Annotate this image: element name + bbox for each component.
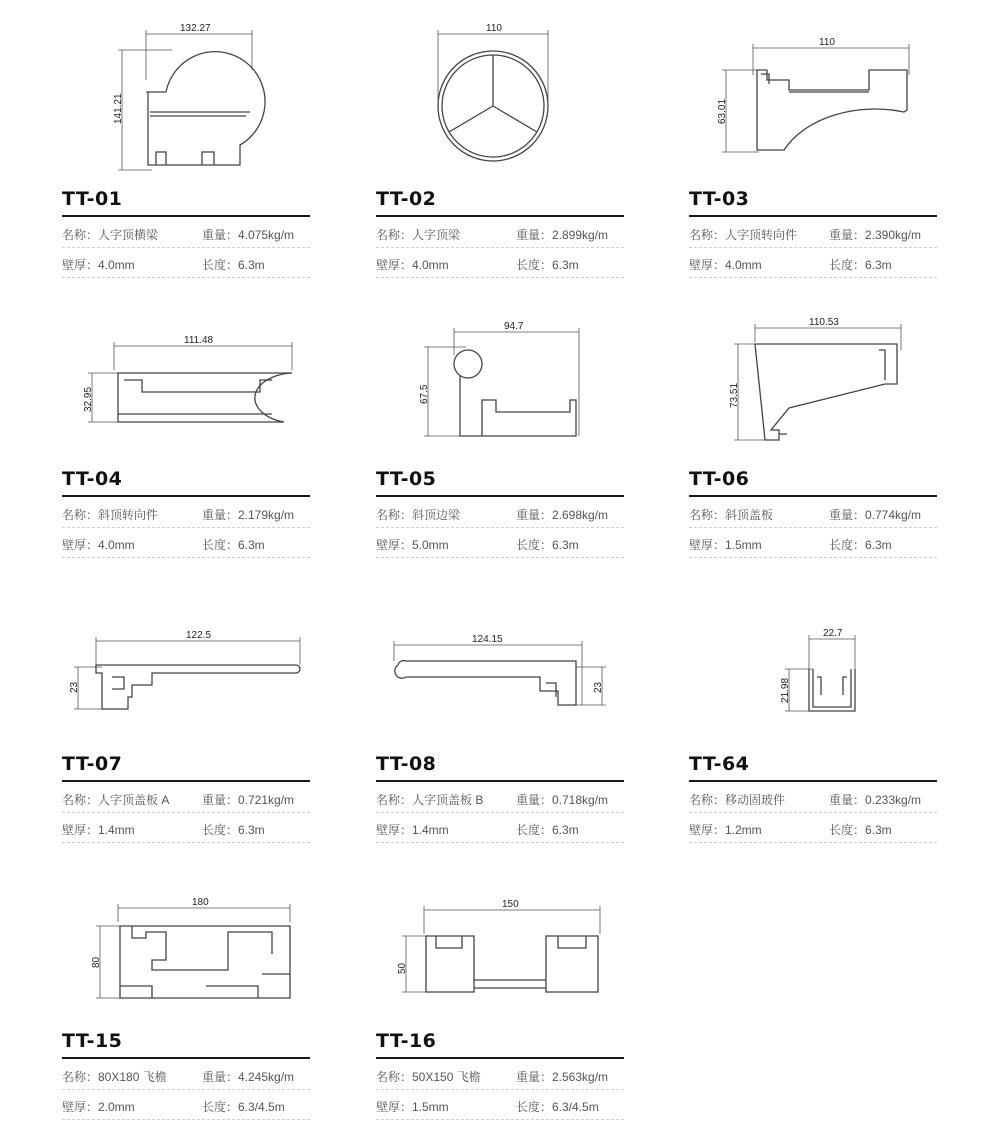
name-label: 名称：80X180 飞檐 [62, 1070, 167, 1084]
spec-row [689, 528, 937, 558]
dim-label: 67.5 [419, 384, 430, 404]
spec-row [376, 1090, 624, 1120]
thickness-label: 壁厚：4.0mm [62, 538, 135, 552]
weight-label: 重量：0.774kg/m [829, 508, 922, 522]
dim-label: 111.48 [184, 335, 214, 346]
product-code: TT-01 [62, 188, 123, 210]
spec-row [689, 248, 937, 278]
product-card-tt-01 [62, 20, 310, 282]
divider [62, 215, 310, 217]
product-code: TT-15 [62, 1030, 123, 1052]
spec-row [62, 813, 310, 843]
product-card-tt-03 [689, 20, 937, 282]
dim-label: 124.15 [472, 634, 503, 645]
length-label: 长度：6.3m [829, 258, 892, 272]
profile-drawing-tt-01 [62, 20, 310, 180]
profile-drawing-tt-16 [376, 862, 624, 1022]
thickness-label: 壁厚：4.0mm [376, 258, 449, 272]
thickness-label: 壁厚：1.4mm [62, 823, 135, 837]
spec-row [376, 218, 624, 248]
length-label: 长度：6.3m [516, 258, 579, 272]
length-label: 长度：6.3m [829, 538, 892, 552]
dim-label: 32.95 [83, 386, 94, 412]
weight-label: 重量：2.698kg/m [516, 508, 609, 522]
length-label: 长度：6.3/4.5m [516, 1100, 599, 1114]
dim-label: 122.5 [186, 630, 212, 641]
dim-label: 23 [593, 681, 604, 693]
product-card-tt-08 [376, 585, 624, 847]
length-label: 长度：6.3/4.5m [202, 1100, 285, 1114]
thickness-label: 壁厚：2.0mm [62, 1100, 135, 1114]
profile-drawing-tt-05 [376, 300, 624, 460]
divider [62, 495, 310, 497]
length-label: 长度：6.3m [829, 823, 892, 837]
dim-label: 110.53 [809, 317, 839, 328]
thickness-label: 壁厚：4.0mm [62, 258, 135, 272]
spec-row [689, 813, 937, 843]
name-label: 名称：人字顶梁 [376, 228, 461, 242]
spec-row [62, 783, 310, 813]
weight-label: 重量：2.563kg/m [516, 1070, 609, 1084]
length-label: 长度：6.3m [202, 823, 265, 837]
dim-label: 180 [192, 897, 209, 908]
product-card-tt-64 [689, 585, 937, 847]
name-label: 名称：50X150 飞檐 [376, 1070, 481, 1084]
spec-row [62, 218, 310, 248]
profile-drawing-tt-15 [62, 862, 310, 1022]
dim-label: 150 [502, 899, 519, 910]
spec-row [689, 783, 937, 813]
divider [376, 780, 624, 782]
name-label: 名称：人字顶盖板 A [62, 793, 170, 807]
product-card-tt-06 [689, 300, 937, 562]
thickness-label: 壁厚：5.0mm [376, 538, 449, 552]
name-label: 名称：移动固玻件 [689, 793, 786, 807]
name-label: 名称：斜顶边梁 [376, 508, 461, 522]
product-card-tt-02 [376, 20, 624, 282]
name-label: 名称：人字顶横梁 [62, 228, 159, 242]
thickness-label: 壁厚：4.0mm [689, 258, 762, 272]
divider [62, 780, 310, 782]
length-label: 长度：6.3m [202, 538, 265, 552]
divider [689, 495, 937, 497]
product-card-tt-04 [62, 300, 310, 562]
divider [62, 1057, 310, 1059]
profile-drawing-tt-07 [62, 585, 310, 745]
weight-label: 重量：4.075kg/m [202, 228, 295, 242]
divider [376, 495, 624, 497]
dim-label: 23 [69, 681, 80, 693]
product-card-tt-15 [62, 862, 310, 1124]
product-code: TT-64 [689, 753, 750, 775]
length-label: 长度：6.3m [202, 258, 265, 272]
dim-label: 63.01 [717, 98, 728, 124]
product-code: TT-04 [62, 468, 123, 490]
product-code: TT-03 [689, 188, 750, 210]
dim-label: 110 [486, 23, 502, 34]
profile-drawing-tt-02 [376, 20, 624, 180]
profile-drawing-tt-04 [62, 300, 310, 460]
divider [689, 780, 937, 782]
weight-label: 重量：4.245kg/m [202, 1070, 295, 1084]
dim-label: 73.51 [729, 382, 740, 408]
product-code: TT-16 [376, 1030, 437, 1052]
profile-drawing-tt-06 [689, 300, 937, 460]
spec-row [62, 1060, 310, 1090]
thickness-label: 壁厚：1.5mm [689, 538, 762, 552]
weight-label: 重量：0.233kg/m [829, 793, 922, 807]
product-code: TT-02 [376, 188, 437, 210]
divider [376, 1057, 624, 1059]
spec-row [62, 1090, 310, 1120]
dim-label: 94.7 [504, 321, 524, 332]
name-label: 名称：人字顶盖板 B [376, 793, 484, 807]
weight-label: 重量：0.718kg/m [516, 793, 609, 807]
length-label: 长度：6.3m [516, 538, 579, 552]
name-label: 名称：人字顶转向件 [689, 228, 798, 242]
spec-row [376, 248, 624, 278]
weight-label: 重量：2.899kg/m [516, 228, 609, 242]
name-label: 名称：斜顶盖板 [689, 508, 774, 522]
profile-drawing-tt-03 [689, 20, 937, 180]
product-card-tt-16 [376, 862, 624, 1124]
product-card-tt-05 [376, 300, 624, 562]
dim-label: 22.7 [823, 628, 843, 639]
divider [689, 215, 937, 217]
divider [376, 215, 624, 217]
dim-label: 141.21 [113, 93, 124, 124]
spec-row [62, 528, 310, 558]
spec-row [62, 248, 310, 278]
name-label: 名称：斜顶转向件 [62, 508, 159, 522]
weight-label: 重量：0.721kg/m [202, 793, 295, 807]
spec-row [376, 813, 624, 843]
profile-drawing-tt-64 [689, 585, 937, 745]
dim-label: 110 [819, 37, 835, 48]
product-code: TT-08 [376, 753, 437, 775]
spec-row [689, 218, 937, 248]
spec-row [376, 498, 624, 528]
length-label: 长度：6.3m [516, 823, 579, 837]
product-card-tt-07 [62, 585, 310, 847]
spec-row [376, 783, 624, 813]
spec-row [62, 498, 310, 528]
thickness-label: 壁厚：1.4mm [376, 823, 449, 837]
dim-label: 132.27 [180, 23, 211, 34]
weight-label: 重量：2.179kg/m [202, 508, 295, 522]
spec-row [689, 498, 937, 528]
weight-label: 重量：2.390kg/m [829, 228, 922, 242]
product-code: TT-06 [689, 468, 750, 490]
dim-label: 80 [91, 956, 102, 968]
thickness-label: 壁厚：1.5mm [376, 1100, 449, 1114]
product-code: TT-05 [376, 468, 437, 490]
spec-row [376, 528, 624, 558]
product-code: TT-07 [62, 753, 123, 775]
dim-label: 21.98 [780, 677, 791, 703]
dim-label: 50 [397, 962, 408, 974]
profile-drawing-tt-08 [376, 585, 624, 745]
spec-row [376, 1060, 624, 1090]
thickness-label: 壁厚：1.2mm [689, 823, 762, 837]
